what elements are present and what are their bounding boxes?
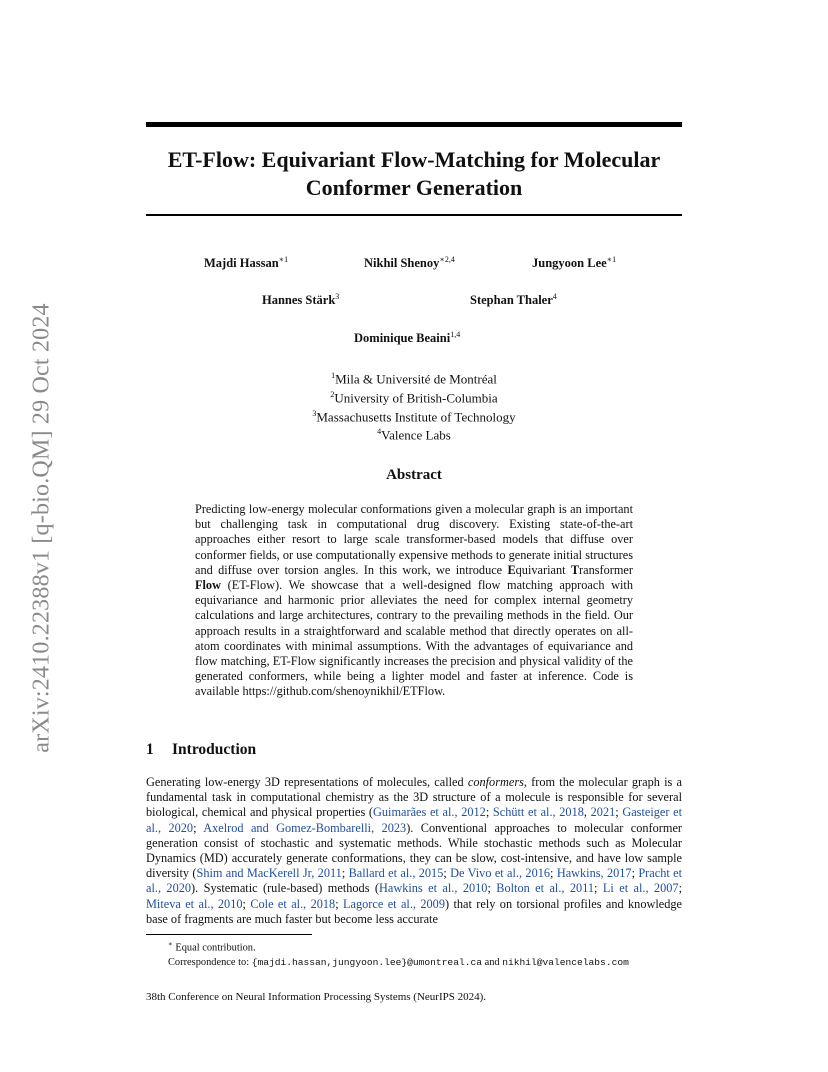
citation-link[interactable]: Lagorce et al., 2009 bbox=[343, 896, 445, 911]
author-affil-marker: ∗1 bbox=[606, 255, 617, 264]
author-stephan-thaler bbox=[470, 292, 557, 308]
author-majdi-hassan bbox=[204, 255, 288, 271]
abstract-body: Predicting low-energy molecular conformations given a molecular graph is an important but challenging task in computational drug discovery. Existing state-of-the-art approaches either resort to large scale transformer-based models that diffuse over conformer fields, or use computationally expensive methods to generate initial structures and diffuse over torsion angles. In this work, we introduce Equivariant Transformer Flow (ET-Flow). We showcase that a well-designed flow matching approach with equivariance and harmonic prior alleviates the need for complex internal geometry calculations and large architectures, contrary to the prevailing methods in the field. Our approach results in a straightforward and scalable method that directly operates on all-atom coordinates with minimal assumptions. With the advantages of equivariance and flow matching, ET-Flow significantly increases the precision and physical validity of the generated conformers, while being a lighter model and faster at inference. Code is available https://github.com/shenoynikhil/ETFlow. bbox=[195, 502, 633, 699]
introduction-paragraph: Generating low-energy 3D representations of molecules, called conformers, from the molecular graph is a fundamental task in computational chemistry as the 3D structure of a molecule is responsible for several biological, chemical and physical properties (Guimarães et al., 2012; Schütt et al., 2018, 2021; Gasteiger et al., 2020; Axelrod and Gomez-Bombarelli, 2023). Conventional approaches to molecular conformer generation consist of stochastic and systematic methods. While stochastic methods such as Molecular Dynamics (MD) accurately generate conformations, they can be slow, cost-intensive, and have low sample diversity (Shim and MacKerell Jr, 2011; Ballard et al., 2015; De Vivo et al., 2016; Hawkins, 2017; Pracht et al., 2020). Systematic (rule-based) methods (Hawkins et al., 2010; Bolton et al., 2011; Li et al., 2007; Miteva et al., 2010; Cole et al., 2018; Lagorce et al., 2009) that rely on torsional profiles and knowledge base of fragments are much faster but become less accurate bbox=[146, 775, 683, 926]
citation-link[interactable]: Li et al., 2007 bbox=[602, 881, 679, 896]
author-name: Jungyoon Lee bbox=[532, 256, 607, 271]
author-jungyoon-lee bbox=[532, 255, 616, 271]
footnote-rule bbox=[146, 934, 312, 935]
author-name: Hannes Stärk bbox=[262, 293, 336, 308]
citation-link[interactable]: Pracht et al., 2020 bbox=[146, 866, 682, 896]
citation-link[interactable]: Guimarães et al., 2012 bbox=[373, 805, 486, 820]
author-affil-marker: 4 bbox=[552, 292, 557, 301]
citation-link[interactable]: Axelrod and Gomez-Bombarelli, 2023 bbox=[203, 820, 407, 835]
author-name: Stephan Thaler bbox=[470, 293, 553, 308]
author-name: Nikhil Shenoy bbox=[364, 256, 440, 271]
email-address[interactable]: nikhil@valencelabs.com bbox=[502, 956, 629, 968]
affiliation: $^4$Valence Labs bbox=[377, 427, 451, 443]
author-nikhil-shenoy bbox=[364, 255, 455, 271]
affiliation: $^1$Mila & Université de Montréal bbox=[331, 371, 497, 387]
citation-link[interactable]: De Vivo et al., 2016 bbox=[450, 866, 551, 881]
citation-link[interactable]: Shim and MacKerell Jr, 2011 bbox=[196, 866, 342, 881]
paper-title: ET-Flow: Equivariant Flow-Matching for Molecular Conformer Generation bbox=[167, 147, 661, 200]
section-heading-introduction bbox=[146, 741, 256, 759]
email-address[interactable]: {majdi.hassan,jungyoon.lee}@umontreal.ca bbox=[251, 956, 482, 968]
citation-link[interactable]: Hawkins, 2017 bbox=[556, 866, 632, 881]
citation-link[interactable]: Gasteiger et al., 2020 bbox=[146, 805, 683, 835]
author-hannes-stark bbox=[262, 292, 339, 308]
author-affil-marker: 1,4 bbox=[450, 330, 461, 339]
citation-link[interactable]: Cole et al., 2018 bbox=[250, 896, 336, 911]
author-dominique-beaini bbox=[354, 330, 460, 346]
author-affil-marker: ∗2,4 bbox=[439, 255, 455, 264]
citation-link[interactable]: Bolton et al., 2011 bbox=[496, 881, 595, 896]
venue-note: 38th Conference on Neural Information Processing Systems (NeurIPS 2024). bbox=[146, 991, 487, 1003]
footnotes bbox=[168, 937, 629, 970]
title-top-rule bbox=[146, 122, 682, 127]
citation-link[interactable]: Hawkins et al., 2010 bbox=[378, 881, 488, 896]
affiliations bbox=[146, 368, 682, 443]
citation-link[interactable]: Ballard et al., 2015 bbox=[348, 866, 444, 881]
author-affil-marker: ∗1 bbox=[278, 255, 289, 264]
arxiv-identifier: arXiv:2410.22388v1 [q-bio.QM] 29 Oct 2024 bbox=[28, 303, 55, 753]
section-number: 1 bbox=[146, 741, 154, 758]
citation-link[interactable]: 2021 bbox=[590, 805, 616, 820]
affiliation: $^3$Massachusetts Institute of Technology bbox=[312, 408, 516, 424]
citation-link[interactable]: Miteva et al., 2010 bbox=[146, 896, 243, 911]
author-name: Majdi Hassan bbox=[204, 256, 279, 271]
footnote-equal-contribution: ∗ Equal contribution. bbox=[168, 940, 256, 954]
footnote-correspondence: Correspondence to: {majdi.hassan,jungyoon.lee}@umontreal.ca and nikhil@valencelabs.com bbox=[168, 956, 629, 968]
abstract-heading: Abstract bbox=[386, 467, 442, 483]
citation-link[interactable]: Schütt et al., 2018 bbox=[492, 805, 584, 820]
section-title: Introduction bbox=[172, 741, 257, 758]
title-bottom-rule bbox=[146, 214, 682, 216]
affiliation: $^2$University of British-Columbia bbox=[330, 389, 498, 406]
author-affil-marker: 3 bbox=[335, 292, 340, 301]
author-name: Dominique Beaini bbox=[354, 331, 451, 346]
